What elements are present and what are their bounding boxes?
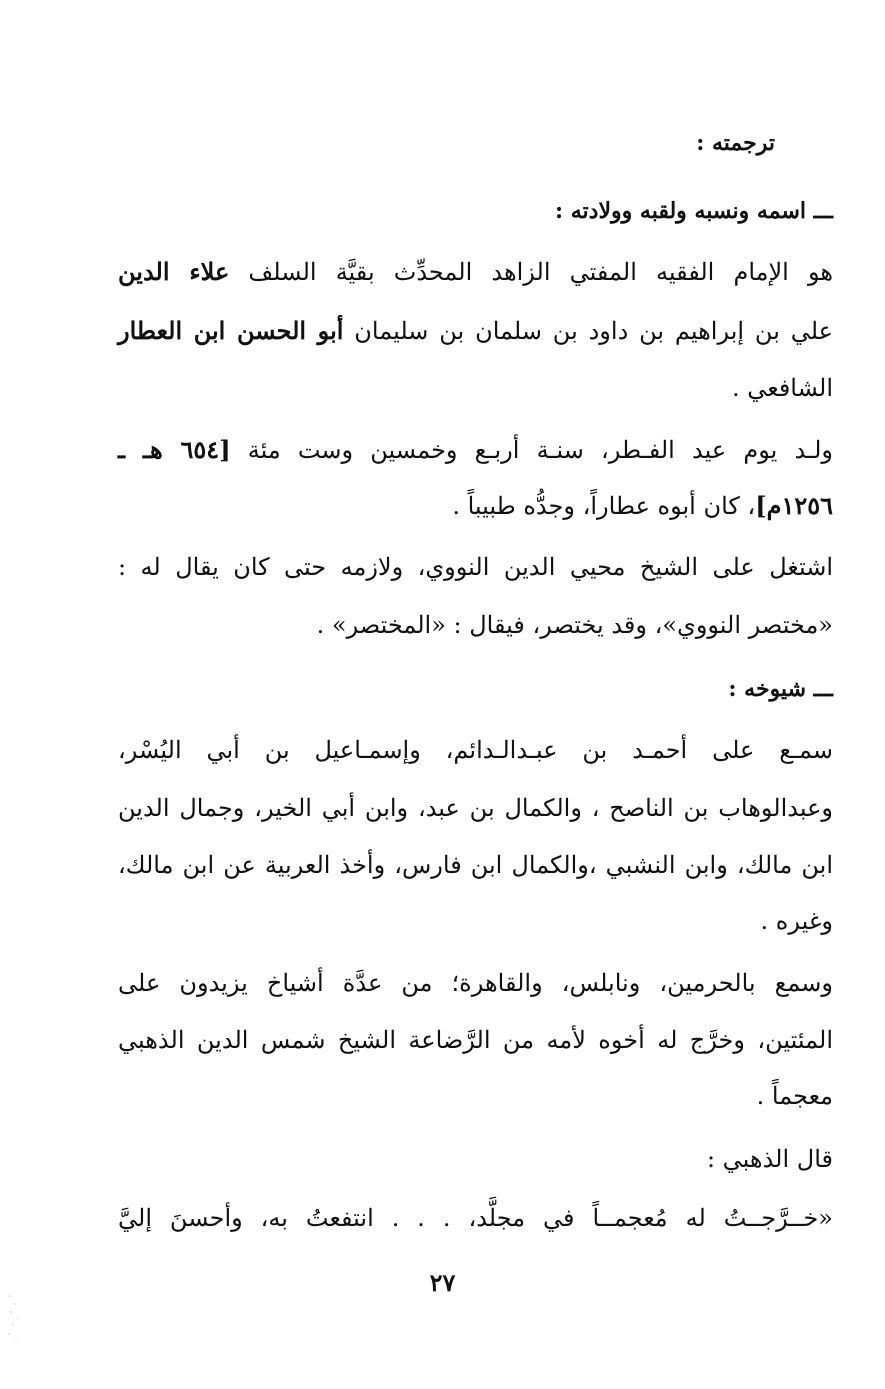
para1-line2-bold: أبو الحسن ابن العطار	[118, 316, 344, 345]
para3-line1: اشتغل على الشيخ محيي الدين النووي، ولازمه حتى كان يقال له :	[118, 553, 833, 581]
para5-line3: معجماً .	[756, 1082, 833, 1110]
para2-line1-text: ولـد يوم عيد الفـطر، سنـة أربـع وخمسين وست مئة	[230, 436, 833, 464]
scan-speck-decoration	[6, 1290, 24, 1350]
para3-line2: «مختصر النووي»، وقد يختصر، فيقال : «المختصر» .	[316, 611, 833, 639]
para4-line4: وغيره .	[760, 907, 833, 935]
heading-tarjamatuh: ترجمته :	[696, 130, 775, 156]
para6-line2: «خــرَّجــتُ له مُعجمــاً في مجلَّد، . . . انتفعتُ به، وأحسنَ إليَّ	[118, 1204, 833, 1232]
para2-line2-bold: ١٢٥٦م]	[755, 491, 833, 520]
para2-line2	[118, 490, 833, 522]
para2-line1	[118, 434, 833, 466]
para1-line2	[118, 315, 833, 347]
section-title-teachers: ـــ شيوخه :	[728, 676, 833, 702]
para5-line2: المئتين، وخرَّج له أخوه لأمه من الرَّضاعة الشيخ شمس الدين الذهبي	[118, 1026, 833, 1054]
para4-line1: سمـع على أحمـد بن عبـدالـدائم، وإسمـاعيل بن أبي اليُسْر،	[118, 736, 833, 764]
para1-line1-text: هو الإمام الفقيه المفتي الزاهد المحدِّث بقيَّة السلف	[229, 258, 834, 286]
section-title-name-lineage: ـــ اسمه ونسبه ولقبه وولادته :	[554, 198, 833, 224]
page-number: ٢٧	[429, 1268, 456, 1297]
para4-line3: ابن مالك، وابن النشبي ،والكمال ابن فارس، وأخذ العربية عن ابن مالك،	[118, 851, 833, 879]
para5-line1: وسمع بالحرمين، ونابلس، والقاهرة؛ من عدَّة أشياخ يزيدون على	[118, 969, 833, 997]
para1-line2-text: علي بن إبراهيم بن داود بن سلمان بن سليمان	[343, 317, 833, 345]
para4-line2: وعبدالوهاب بن الناصح ، والكمال بن عبد، وابن أبي الخير، وجمال الدين	[118, 794, 833, 822]
para2-line2-text: ، كان أبوه عطاراً، وجدُّه طبيباً .	[452, 492, 756, 520]
para2-line1-bold: [٦٥٤ هـ ـ	[118, 435, 231, 464]
para1-line3: الشافعي .	[731, 374, 833, 402]
para1-line1	[118, 256, 833, 288]
para6-line1: قال الذهبي :	[706, 1145, 833, 1173]
para1-line1-bold: علاء الدين	[118, 257, 230, 286]
